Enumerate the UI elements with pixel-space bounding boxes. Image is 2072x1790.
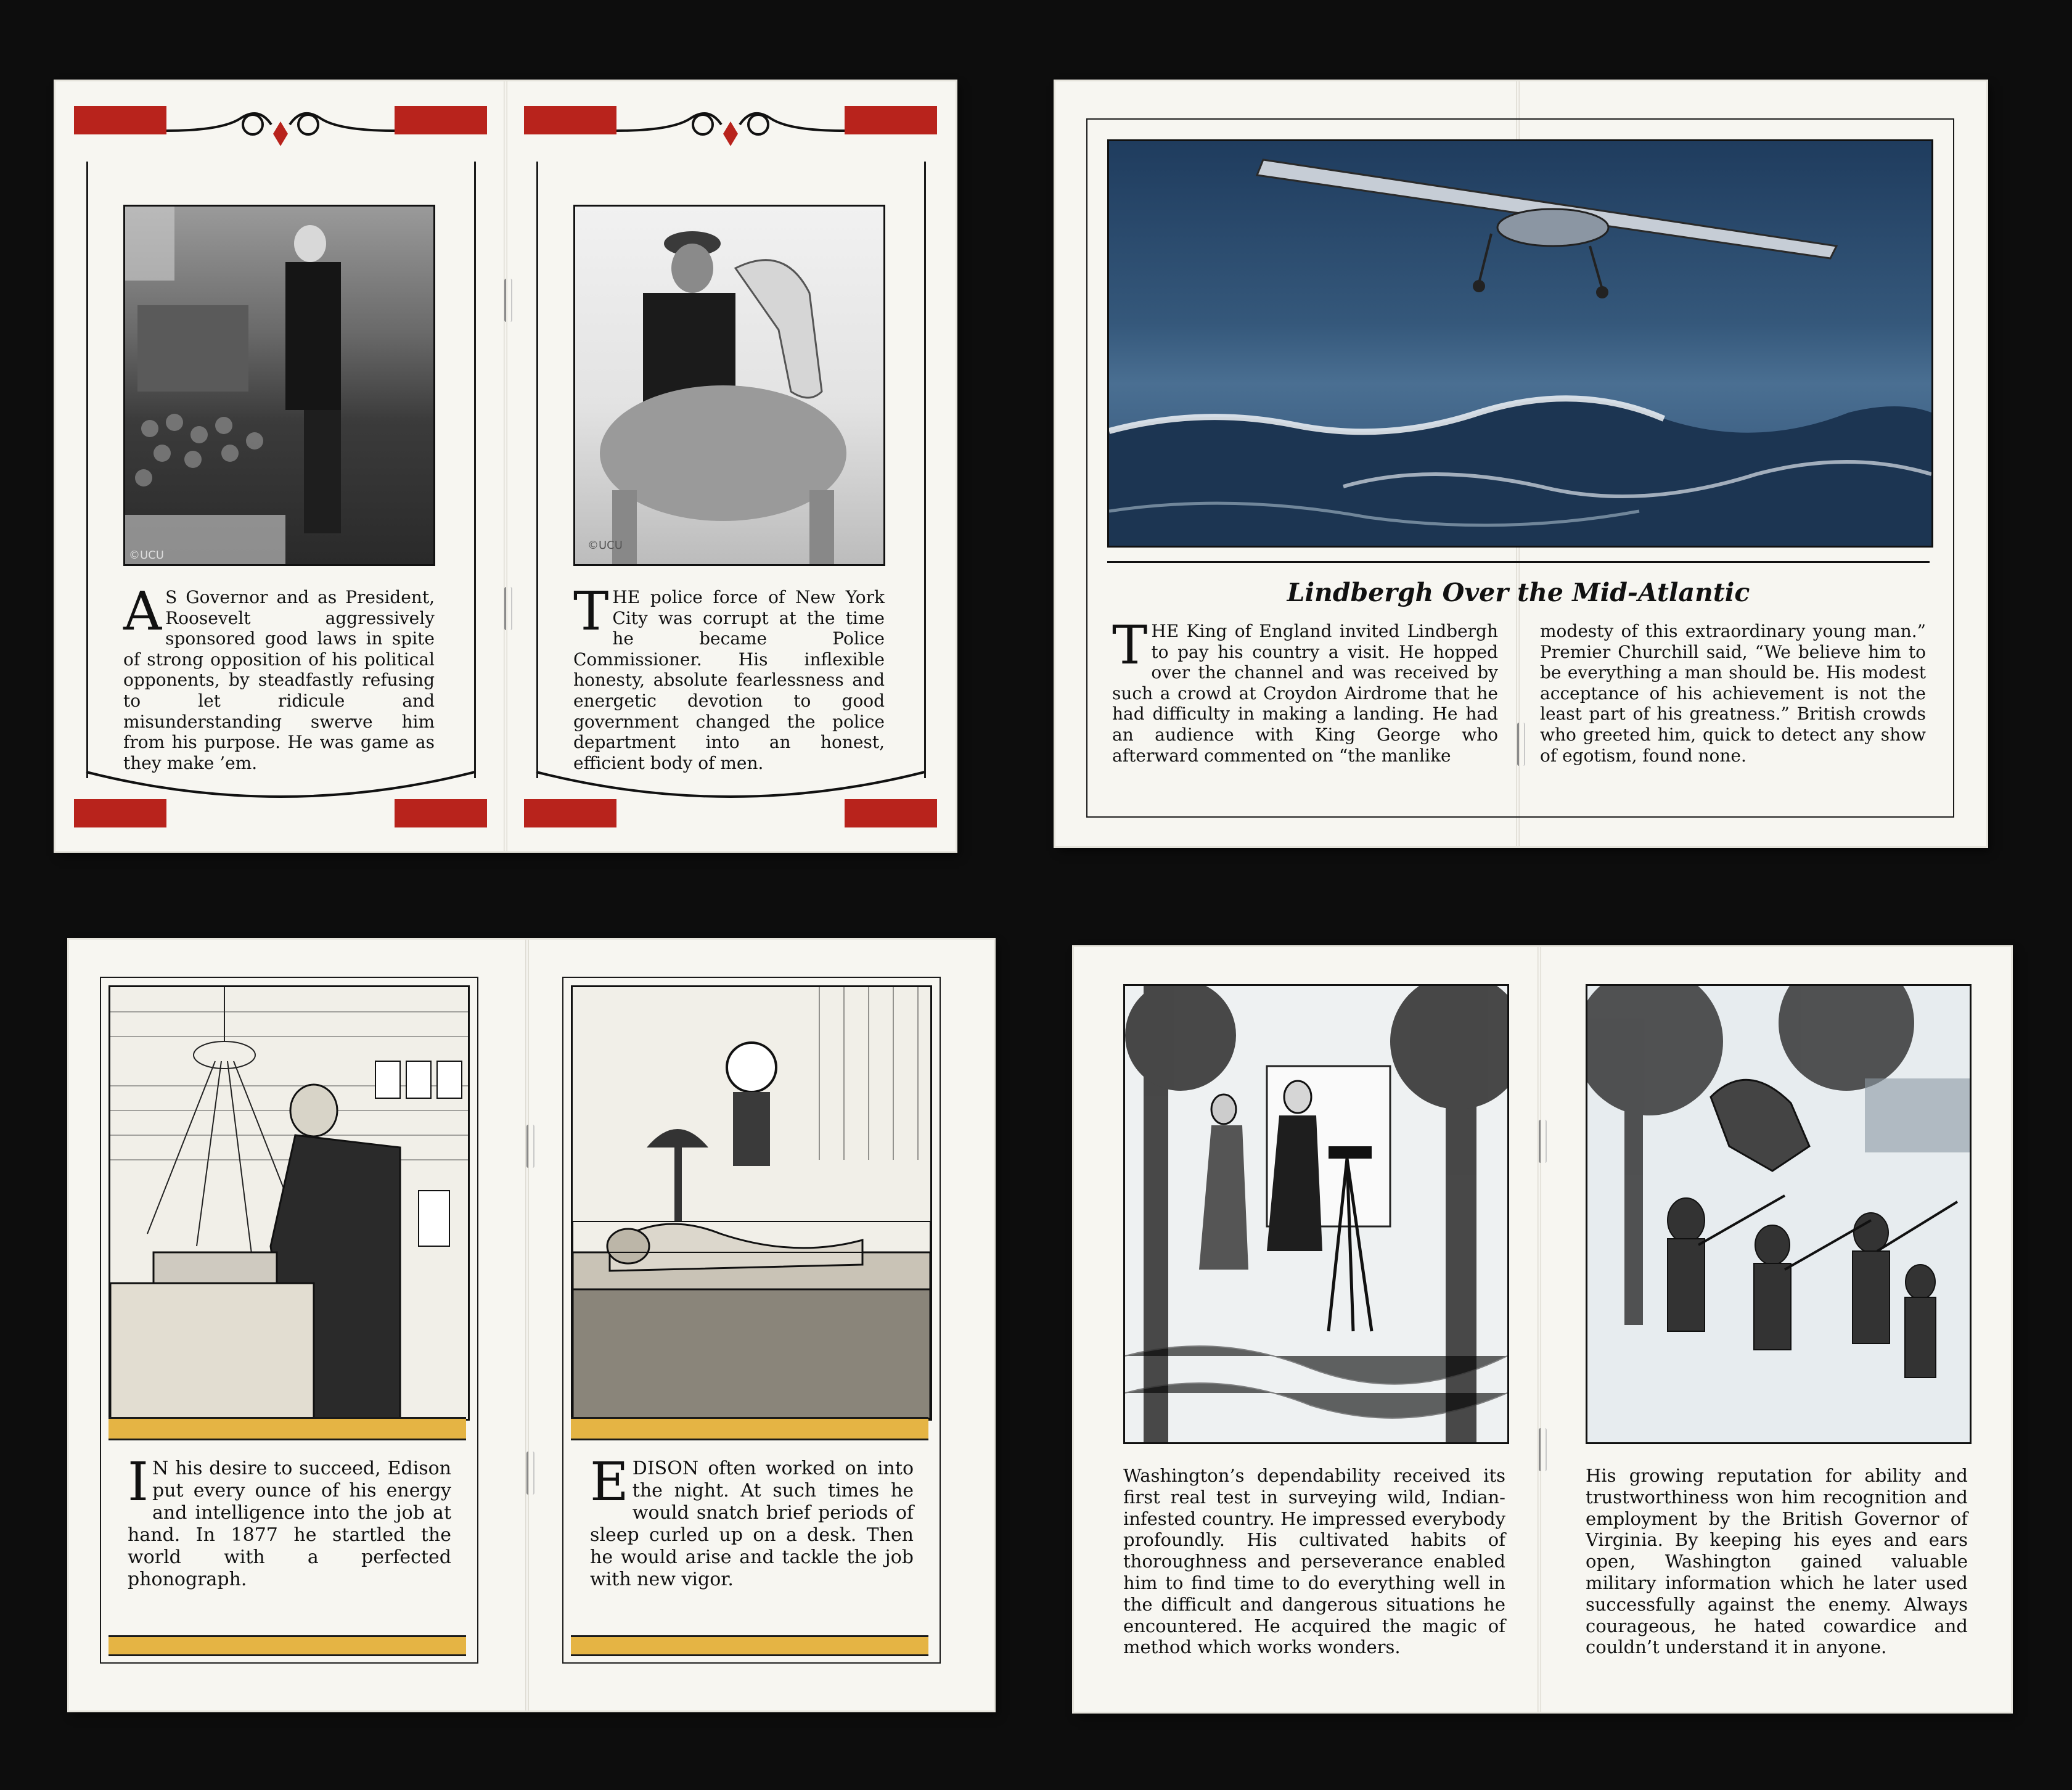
drop-cap: I bbox=[128, 1451, 149, 1513]
washington-battle-illustration bbox=[1586, 984, 1972, 1444]
illustration-art bbox=[1125, 986, 1507, 1442]
red-corner-top-left bbox=[74, 106, 166, 134]
lindbergh-right-caption bbox=[1540, 621, 1926, 766]
caption-text: N his desire to succeed, Edison put every ounce of his energy and intelligence into the job at hand. In 1877 he startled the world with a perfected phonograph. bbox=[128, 1458, 451, 1590]
illustration-art bbox=[1109, 141, 1931, 546]
staple bbox=[526, 1125, 534, 1168]
drop-cap: T bbox=[573, 581, 609, 643]
caption-text: HE King of England invited Lindbergh to pay his country a visit. He hopped over the channel and was received by such a crowd at Croydon Airdrome that he had difficulty in making a landing. He had an audience with King George who afterward commented on “the manlike bbox=[1112, 621, 1498, 766]
illustration-art bbox=[110, 987, 468, 1419]
caption-text: His growing reputation for ability and trustworthiness won him recognition and employment by the British Governor of Virginia. By keeping his eyes and ears open, Washington gained valuable military information which he later used successfully against the enemy. Always courageous, he hated cowardice and couldn’t understand it in anyone. bbox=[1586, 1465, 1968, 1658]
booklet-fold bbox=[1538, 947, 1541, 1712]
edison-sleeping-illustration bbox=[571, 985, 932, 1421]
ornament-scroll-icon bbox=[166, 106, 395, 162]
plane-over-ocean-illustration bbox=[1107, 139, 1933, 548]
yellow-band-top bbox=[571, 1417, 928, 1440]
ornament-scroll-icon bbox=[616, 106, 845, 162]
roosevelt-right-page bbox=[524, 106, 937, 827]
red-corner-top-right bbox=[845, 106, 937, 134]
booklet-fold bbox=[504, 81, 507, 851]
edison-booklet bbox=[69, 940, 994, 1710]
red-corner-top-left bbox=[524, 106, 616, 134]
edison-phonograph-illustration bbox=[109, 985, 470, 1421]
edison-right-caption bbox=[590, 1451, 914, 1591]
staple bbox=[1539, 1120, 1547, 1163]
caption-text: modesty of this extraordinary young man.” Premier Churchill said, “We believe him to be everything a man should be. His modest acceptance of his achievement is not the least part of his greatness.” British crowds who greeted him, quick to detect any show of egotism, found none. bbox=[1540, 621, 1926, 766]
roosevelt-right-caption bbox=[573, 581, 885, 809]
illustration-art bbox=[1587, 986, 1970, 1442]
lindbergh-left-caption bbox=[1112, 615, 1498, 766]
caption-text: DISON often worked on into the night. At such times he would snatch brief periods of sleep curled up on a desk. Then he would arise and tackle the job with new vigor. bbox=[590, 1458, 914, 1590]
roosevelt-left-caption bbox=[123, 581, 435, 809]
drop-cap: T bbox=[1112, 615, 1148, 676]
photo-illustration bbox=[575, 207, 883, 564]
roosevelt-left-page bbox=[74, 106, 487, 827]
roosevelt-horse-photo bbox=[573, 205, 885, 566]
washington-left-caption bbox=[1123, 1465, 1505, 1658]
caption-text: S Governor and as President, Roosevelt aggressively sponsored good laws in spite of strong opposition of his political opponents, by steadfastly refusing to let ridicule and misunderstanding swerve him from his purpose. He was game as they make ’em. bbox=[123, 587, 435, 773]
edison-left-caption bbox=[128, 1451, 451, 1591]
staple bbox=[504, 279, 512, 322]
yellow-band-top bbox=[109, 1417, 466, 1440]
staple bbox=[526, 1451, 534, 1495]
photo-credit: ©UCU bbox=[588, 539, 623, 552]
caption-text: Washington’s dependability received its first real test in surveying wild, Indian-infested country. He impressed everybody profoundly. His cultivated habits of thoroughness and perseverance enabled him to find time to do everything well in the difficult and dangerous situations he encountered. He acquired the magic of method which works wonders. bbox=[1123, 1465, 1505, 1658]
caption-text: HE police force of New York City was corrupt at the time he became Police Commissioner. His inflexible honesty, absolute fearlessness and energetic devotion to good government changed the police department into an honest, efficient body of men. bbox=[573, 587, 885, 773]
roosevelt-booklet bbox=[55, 81, 956, 851]
illustration-art bbox=[573, 987, 930, 1419]
yellow-band-bottom bbox=[571, 1635, 928, 1656]
photo-illustration bbox=[125, 207, 433, 564]
red-corner-top-right bbox=[395, 106, 487, 134]
yellow-band-bottom bbox=[109, 1635, 466, 1656]
roosevelt-speech-photo bbox=[123, 205, 435, 566]
staple bbox=[1539, 1428, 1547, 1471]
washington-booklet bbox=[1074, 947, 2011, 1712]
staple bbox=[504, 587, 512, 630]
photo-credit: ©UCU bbox=[129, 549, 164, 562]
washington-surveying-illustration bbox=[1123, 984, 1509, 1444]
washington-right-caption bbox=[1586, 1465, 1968, 1658]
drop-cap: E bbox=[590, 1451, 629, 1513]
drop-cap: A bbox=[123, 581, 162, 643]
lindbergh-booklet bbox=[1055, 81, 1986, 846]
lindbergh-title: Lindbergh Over the Mid-Atlantic bbox=[1287, 578, 1750, 607]
booklet-fold bbox=[525, 940, 529, 1710]
divider bbox=[1107, 561, 1930, 563]
